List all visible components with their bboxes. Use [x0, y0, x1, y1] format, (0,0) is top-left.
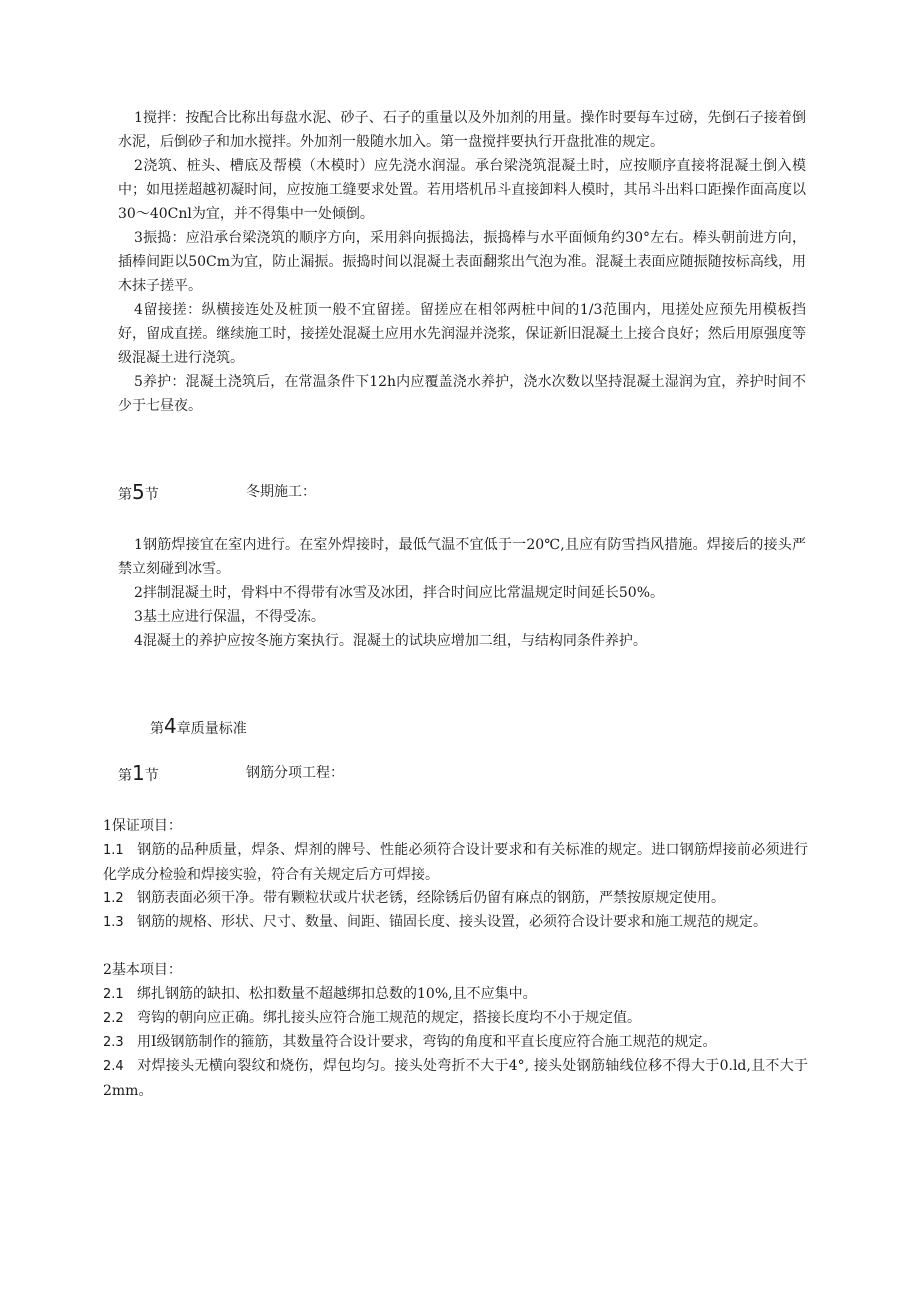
item-text: 钢筋的品种质量，焊条、焊剂的牌号、性能必须符合设计要求和有关标准的规定。进口钢筋焊接前必须进行化学成分检验和焊接实验，符合有关规定后方可焊接。 [103, 842, 808, 883]
paragraph-mixing: 1搅拌：按配合比称出每盘水泥、砂子、石子的重量以及外加剂的用量。操作时要每车过磅，先倒石子接着倒水泥，后倒砂子和加水搅拌。外加剂一般随水加入。第一盘搅拌要执行开盘批准的规定。 [118, 110, 806, 150]
guarantee-item [103, 886, 808, 911]
paragraph-pouring: 2浇筑、桩头、槽底及帮模（木模时）应先浇水润湿。承台梁浇筑混凝土时，应按顺序直接将混凝土倒入模中；如甩搓超越初凝时间，应按施工缝要求处置。若用塔机吊斗直接卸料人模时，其吊斗出料口距操作面高度以30～40Cnl为宜，并不得集中一处倾倒。 [118, 158, 806, 222]
guarantee-item [103, 838, 808, 887]
paragraph-winter-soil: 3基土应进行保温，不得受冻。 [134, 609, 325, 625]
item-text: 钢筋表面必须干净。带有颗粒状或片状老锈，经除锈后仍留有麻点的钢筋，严禁按原规定使用。 [137, 890, 725, 906]
section-5-heading [118, 480, 316, 507]
section-1-title: 钢筋分项工程： [246, 765, 344, 781]
item-text: 绑扎钢筋的缺扣、松扣数量不超越绑扣总数的10%,且不应集中。 [137, 986, 537, 1002]
section-5-title: 冬期施工： [246, 484, 316, 500]
chapter-4-heading [150, 714, 247, 741]
section-5-suffix: 节 [144, 487, 159, 503]
section-1-suffix: 节 [144, 768, 159, 784]
paragraph-winter-curing: 4混凝土的养护应按冬施方案执行。混凝土的试块应增加二组，与结构同条件养护。 [134, 633, 647, 649]
item-text: 弯钩的朝向应正确。绑扎接头应符合施工规范的规定，搭接长度均不小于规定值。 [137, 1010, 641, 1026]
basic-item [103, 1006, 808, 1031]
section-5-prefix: 第 [118, 487, 132, 503]
paragraph-vibrating: 3振捣：应沿承台梁浇筑的顺序方向，采用斜向振捣法，振捣棒与水平面倾角约30°左右。棒头朝前进方向，插棒间距以50Cm为宜，防止漏振。振捣时间以混凝土表面翻浆出气泡为准。混凝土表面应随振随按标高线，用木抹子搓平。 [118, 230, 806, 294]
item-number: 1.3 [103, 915, 124, 930]
section-5-number: 5 [132, 480, 145, 504]
item-text: 用I级钢筋制作的箍筋，其数量符合设计要求，弯钩的角度和平直长度应符合施工规范的规定。 [137, 1034, 717, 1050]
item-number: 2.3 [103, 1035, 124, 1050]
chapter-4-number: 4 [164, 714, 177, 738]
basic-item [103, 1030, 808, 1055]
basic-item [103, 1054, 808, 1103]
paragraph-winter-mixing: 2拌制混凝土时，骨料中不得带有冰雪及冰团，拌合时间应比常温规定时间延长50%。 [134, 585, 665, 601]
item-number: 2.4 [103, 1059, 124, 1074]
paragraph-winter-welding: 1钢筋焊接宜在室内进行。在室外焊接时，最低气温不宜低于一20℃,且应有防雪挡风措施。焊接后的接头严禁立刻碰到冰雪。 [118, 537, 806, 577]
chapter-4-suffix: 章质量标准 [176, 721, 247, 737]
item-number: 1.1 [103, 843, 124, 858]
item-text: 对焊接头无横向裂纹和烧伤，焊包均匀。接头处弯折不大于4°, 接头处钢筋轴线位移不得大于0.ld,且不大于2mm。 [103, 1058, 808, 1099]
item-number: 2.1 [103, 987, 124, 1002]
guarantee-item [103, 910, 808, 935]
item-number: 1.2 [103, 891, 124, 906]
basic-item [103, 982, 808, 1007]
chapter-4-prefix: 第 [150, 721, 164, 737]
section-1-number: 1 [132, 761, 145, 785]
guarantee-heading: 1保证项目： [103, 818, 182, 834]
basic-heading: 2基本项目： [103, 962, 182, 978]
item-text: 钢筋的规格、形状、尺寸、数量、间距、锚固长度、接头设置，必须符合设计要求和施工规范的规定。 [137, 914, 767, 930]
section-1-heading [118, 761, 344, 788]
paragraph-joints: 4留接搓：纵横接连处及桩顶一般不宜留搓。留搓应在相邻两桩中间的1/3范围内，甩搓处应预先用模板挡好，留成直搓。继续施工时，接搓处混凝土应用水先润湿并浇浆，保证新旧混凝土上接合良好；然后用原强度等级混凝土进行浇筑。 [118, 302, 806, 366]
item-number: 2.2 [103, 1011, 124, 1026]
paragraph-curing: 5养护：混凝土浇筑后，在常温条件下12h内应覆盖浇水养护，浇水次数以坚持混凝土湿润为宜，养护时间不少于七昼夜。 [118, 374, 806, 414]
section-1-prefix: 第 [118, 768, 132, 784]
